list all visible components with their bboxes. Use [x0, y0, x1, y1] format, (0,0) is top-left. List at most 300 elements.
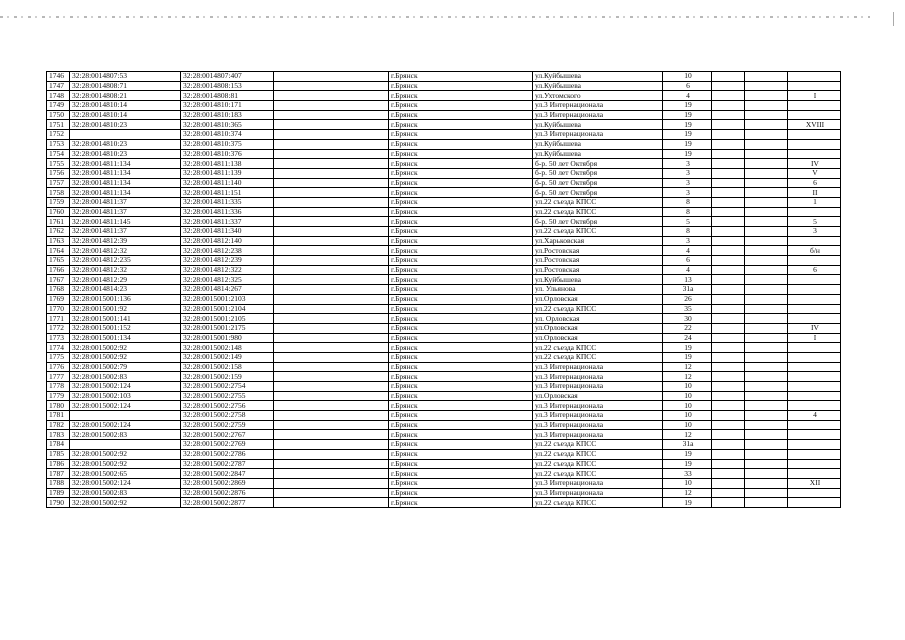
cell-house-number: 3	[663, 188, 712, 198]
cell-row-number: 1760	[47, 207, 70, 217]
cell-extra-field	[274, 343, 389, 353]
cell-cadastral-number: 32:28:0014812:325	[181, 275, 274, 285]
cell-row-number: 1777	[47, 372, 70, 382]
cell-street: б-р. 50 лет Октября	[533, 159, 663, 169]
cell-building	[712, 178, 745, 188]
cell-cadastral-number: 32:28:0015002:2847	[181, 469, 274, 479]
table-row	[47, 159, 841, 169]
cell-city: г.Брянск	[389, 382, 533, 392]
cell-letter	[745, 314, 788, 324]
cell-row-number: 1769	[47, 294, 70, 304]
table-row	[47, 382, 841, 392]
cell-city: г.Брянск	[389, 478, 533, 488]
cell-cadastral-block: 32:28:0015001:92	[70, 304, 181, 314]
cell-house-number: 4	[663, 91, 712, 101]
cell-house-number: 19	[663, 139, 712, 149]
cell-cadastral-number: 32:28:0014812:140	[181, 236, 274, 246]
cell-cadastral-number: 32:28:0015001:2104	[181, 304, 274, 314]
cell-city: г.Брянск	[389, 72, 533, 82]
cell-cadastral-block: 32:28:0015002:92	[70, 352, 181, 362]
table-row	[47, 488, 841, 498]
cell-cadastral-block: 32:28:0015002:92	[70, 449, 181, 459]
cell-building	[712, 246, 745, 256]
table-row	[47, 81, 841, 91]
registry-rows	[47, 72, 841, 508]
cell-cadastral-block: 32:28:0014810:23	[70, 120, 181, 130]
cell-city: г.Брянск	[389, 236, 533, 246]
scan-artifact-mark	[893, 12, 894, 26]
cell-extra-field	[274, 265, 389, 275]
cell-city: г.Брянск	[389, 81, 533, 91]
cell-building	[712, 488, 745, 498]
cell-building	[712, 227, 745, 237]
cell-building	[712, 343, 745, 353]
cell-extra-field	[274, 207, 389, 217]
cell-city: г.Брянск	[389, 430, 533, 440]
cell-row-number: 1764	[47, 246, 70, 256]
cell-extra-field	[274, 323, 389, 333]
cell-building	[712, 207, 745, 217]
cell-building	[712, 469, 745, 479]
cell-extra-field	[274, 217, 389, 227]
cell-row-number: 1765	[47, 256, 70, 266]
cell-premises	[788, 130, 841, 140]
cell-street: ул.3 Интернационала	[533, 362, 663, 372]
cell-letter	[745, 285, 788, 295]
table-row	[47, 178, 841, 188]
table-row	[47, 256, 841, 266]
cell-extra-field	[274, 188, 389, 198]
table-row	[47, 449, 841, 459]
cell-city: г.Брянск	[389, 178, 533, 188]
cell-street: ул.Куйбышева	[533, 72, 663, 82]
cell-premises	[788, 285, 841, 295]
cell-street: ул.Куйбышева	[533, 120, 663, 130]
cell-building	[712, 478, 745, 488]
cell-house-number: 4	[663, 265, 712, 275]
cell-row-number: 1750	[47, 110, 70, 120]
cell-street: ул.3 Интернационала	[533, 101, 663, 111]
table-row	[47, 110, 841, 120]
cell-house-number: 22	[663, 323, 712, 333]
cell-building	[712, 430, 745, 440]
cell-house-number: 33	[663, 469, 712, 479]
cell-building	[712, 72, 745, 82]
cell-street: ул.3 Интернационала	[533, 130, 663, 140]
cell-house-number: 26	[663, 294, 712, 304]
cell-cadastral-block: 32:28:0014808:21	[70, 91, 181, 101]
cell-city: г.Брянск	[389, 420, 533, 430]
table-row	[47, 275, 841, 285]
cell-extra-field	[274, 120, 389, 130]
cell-extra-field	[274, 197, 389, 207]
cell-cadastral-block: 32:28:0015002:124	[70, 478, 181, 488]
cell-city: г.Брянск	[389, 207, 533, 217]
cell-premises: V	[788, 168, 841, 178]
cell-letter	[745, 139, 788, 149]
table-row	[47, 440, 841, 450]
cell-premises: 1	[788, 197, 841, 207]
cell-street: ул.22 съезда КПСС	[533, 304, 663, 314]
cell-letter	[745, 430, 788, 440]
cell-house-number: 19	[663, 352, 712, 362]
cell-building	[712, 81, 745, 91]
cell-building	[712, 110, 745, 120]
cell-letter	[745, 149, 788, 159]
cell-cadastral-block: 32:28:0015002:124	[70, 420, 181, 430]
cell-letter	[745, 72, 788, 82]
cell-street: ул.Ростовская	[533, 246, 663, 256]
cell-letter	[745, 411, 788, 421]
cell-letter	[745, 391, 788, 401]
cell-house-number: 12	[663, 362, 712, 372]
cell-row-number: 1773	[47, 333, 70, 343]
cell-house-number: 8	[663, 197, 712, 207]
cell-city: г.Брянск	[389, 372, 533, 382]
cell-letter	[745, 120, 788, 130]
cell-letter	[745, 159, 788, 169]
table-row	[47, 401, 841, 411]
table-row	[47, 411, 841, 421]
cell-cadastral-block	[70, 440, 181, 450]
table-row	[47, 430, 841, 440]
cell-row-number: 1774	[47, 343, 70, 353]
cell-building	[712, 217, 745, 227]
cell-city: г.Брянск	[389, 469, 533, 479]
cell-building	[712, 459, 745, 469]
cell-cadastral-block: 32:28:0015001:136	[70, 294, 181, 304]
cell-extra-field	[274, 159, 389, 169]
table-row	[47, 130, 841, 140]
cell-premises: IV	[788, 323, 841, 333]
cell-city: г.Брянск	[389, 130, 533, 140]
cell-building	[712, 333, 745, 343]
cell-premises	[788, 372, 841, 382]
cell-cadastral-number: 32:28:0014812:322	[181, 265, 274, 275]
cell-letter	[745, 275, 788, 285]
cell-row-number: 1790	[47, 498, 70, 508]
cell-row-number: 1779	[47, 391, 70, 401]
cell-extra-field	[274, 391, 389, 401]
cell-letter	[745, 130, 788, 140]
scan-artifact-top	[0, 16, 870, 18]
cell-letter	[745, 440, 788, 450]
cell-premises	[788, 362, 841, 372]
cell-street: ул.3 Интернационала	[533, 372, 663, 382]
cell-row-number: 1768	[47, 285, 70, 295]
cell-premises	[788, 149, 841, 159]
cell-cadastral-number: 32:28:0014811:337	[181, 217, 274, 227]
cell-cadastral-block: 32:28:0014810:23	[70, 149, 181, 159]
table-row	[47, 469, 841, 479]
cell-premises	[788, 469, 841, 479]
table-row	[47, 207, 841, 217]
table-row	[47, 362, 841, 372]
cell-city: г.Брянск	[389, 449, 533, 459]
cell-cadastral-block: 32:28:0014810:14	[70, 110, 181, 120]
cell-cadastral-number: 32:28:0014811:336	[181, 207, 274, 217]
cell-building	[712, 449, 745, 459]
cell-cadastral-block: 32:28:0014811:134	[70, 178, 181, 188]
cell-cadastral-number: 32:28:0015002:158	[181, 362, 274, 372]
cell-premises: 4	[788, 411, 841, 421]
cell-house-number: 30	[663, 314, 712, 324]
cell-building	[712, 382, 745, 392]
cell-building	[712, 411, 745, 421]
cell-street: ул.Ухтомского	[533, 91, 663, 101]
cell-building	[712, 401, 745, 411]
cell-cadastral-number: 32:28:0015002:159	[181, 372, 274, 382]
cell-extra-field	[274, 333, 389, 343]
cell-letter	[745, 256, 788, 266]
cell-house-number: 12	[663, 372, 712, 382]
cell-cadastral-number: 32:28:0014810:375	[181, 139, 274, 149]
cell-street: ул.Ростовская	[533, 265, 663, 275]
cell-city: г.Брянск	[389, 91, 533, 101]
cell-premises	[788, 236, 841, 246]
cell-house-number: 19	[663, 101, 712, 111]
cell-cadastral-block: 32:28:0015002:92	[70, 343, 181, 353]
cell-cadastral-block: 32:28:0014811:37	[70, 227, 181, 237]
cell-house-number: 35	[663, 304, 712, 314]
cell-street: ул.Харьковская	[533, 236, 663, 246]
cell-letter	[745, 343, 788, 353]
cell-cadastral-number: 32:28:0014814:267	[181, 285, 274, 295]
cell-extra-field	[274, 362, 389, 372]
cell-premises: 5	[788, 217, 841, 227]
table-row	[47, 149, 841, 159]
cell-street: ул. Ульянова	[533, 285, 663, 295]
cell-building	[712, 294, 745, 304]
cell-city: г.Брянск	[389, 256, 533, 266]
cell-street: ул.22 съезда КПСС	[533, 352, 663, 362]
cell-cadastral-number: 32:28:0014810:365	[181, 120, 274, 130]
cell-extra-field	[274, 168, 389, 178]
cell-extra-field	[274, 411, 389, 421]
cell-row-number: 1762	[47, 227, 70, 237]
cell-extra-field	[274, 478, 389, 488]
cell-letter	[745, 352, 788, 362]
cell-house-number: 13	[663, 275, 712, 285]
cell-building	[712, 420, 745, 430]
cell-building	[712, 120, 745, 130]
cell-cadastral-block: 32:28:0014807:53	[70, 72, 181, 82]
cell-house-number: 12	[663, 430, 712, 440]
cell-street: ул.3 Интернационала	[533, 382, 663, 392]
cell-premises	[788, 139, 841, 149]
cell-premises: I	[788, 333, 841, 343]
cell-letter	[745, 168, 788, 178]
cell-row-number: 1788	[47, 478, 70, 488]
cell-extra-field	[274, 72, 389, 82]
cell-street: б-р. 50 лет Октября	[533, 168, 663, 178]
cell-letter	[745, 188, 788, 198]
cell-city: г.Брянск	[389, 246, 533, 256]
cell-building	[712, 159, 745, 169]
cell-street: ул.3 Интернационала	[533, 420, 663, 430]
cell-cadastral-number: 32:28:0015002:2755	[181, 391, 274, 401]
cell-building	[712, 362, 745, 372]
cell-premises: II	[788, 188, 841, 198]
table-row	[47, 420, 841, 430]
cell-cadastral-block: 32:28:0015002:92	[70, 459, 181, 469]
cell-house-number: 5	[663, 217, 712, 227]
cell-cadastral-number: 32:28:0014812:238	[181, 246, 274, 256]
cell-cadastral-number: 32:28:0015002:2759	[181, 420, 274, 430]
cell-cadastral-number: 32:28:0014810:374	[181, 130, 274, 140]
cell-premises: XII	[788, 478, 841, 488]
table-row	[47, 265, 841, 275]
cell-cadastral-block: 32:28:0015001:152	[70, 323, 181, 333]
cell-city: г.Брянск	[389, 285, 533, 295]
cell-cadastral-number: 32:28:0015002:2876	[181, 488, 274, 498]
cell-city: г.Брянск	[389, 401, 533, 411]
cell-cadastral-block: 32:28:0015002:92	[70, 498, 181, 508]
cell-row-number: 1752	[47, 130, 70, 140]
cell-city: г.Брянск	[389, 294, 533, 304]
cell-extra-field	[274, 285, 389, 295]
cell-city: г.Брянск	[389, 159, 533, 169]
cell-cadastral-number: 32:28:0015002:149	[181, 352, 274, 362]
cell-cadastral-number: 32:28:0014808:153	[181, 81, 274, 91]
cell-city: г.Брянск	[389, 352, 533, 362]
cell-house-number: 31а	[663, 285, 712, 295]
cell-letter	[745, 449, 788, 459]
cell-letter	[745, 469, 788, 479]
cell-street: ул.Орловская	[533, 333, 663, 343]
cell-premises	[788, 207, 841, 217]
cell-cadastral-block: 32:28:0014810:14	[70, 101, 181, 111]
cell-row-number: 1778	[47, 382, 70, 392]
cell-letter	[745, 382, 788, 392]
cell-city: г.Брянск	[389, 343, 533, 353]
cell-extra-field	[274, 372, 389, 382]
cell-cadastral-block: 32:28:0015001:141	[70, 314, 181, 324]
cell-extra-field	[274, 101, 389, 111]
table-row	[47, 168, 841, 178]
cell-house-number: 19	[663, 130, 712, 140]
cell-letter	[745, 362, 788, 372]
cell-city: г.Брянск	[389, 333, 533, 343]
table-row	[47, 391, 841, 401]
cell-row-number: 1785	[47, 449, 70, 459]
cell-house-number: 10	[663, 391, 712, 401]
cell-cadastral-number: 32:28:0015002:2756	[181, 401, 274, 411]
cell-extra-field	[274, 314, 389, 324]
cell-premises	[788, 401, 841, 411]
cell-extra-field	[274, 469, 389, 479]
cell-letter	[745, 246, 788, 256]
cell-letter	[745, 197, 788, 207]
cell-house-number: 6	[663, 256, 712, 266]
cell-premises	[788, 81, 841, 91]
cell-cadastral-number: 32:28:0015002:2769	[181, 440, 274, 450]
cell-building	[712, 101, 745, 111]
cell-cadastral-number: 32:28:0015001:980	[181, 333, 274, 343]
cell-letter	[745, 178, 788, 188]
cell-letter	[745, 478, 788, 488]
cell-letter	[745, 488, 788, 498]
cell-premises	[788, 382, 841, 392]
table-row	[47, 498, 841, 508]
registry-table	[46, 71, 841, 508]
cell-cadastral-number: 32:28:0015002:2869	[181, 478, 274, 488]
cell-city: г.Брянск	[389, 391, 533, 401]
cell-house-number: 19	[663, 120, 712, 130]
cell-cadastral-block: 32:28:0014811:134	[70, 159, 181, 169]
cell-extra-field	[274, 227, 389, 237]
cell-street: ул.22 съезда КПСС	[533, 449, 663, 459]
table-row	[47, 101, 841, 111]
cell-house-number: 6	[663, 81, 712, 91]
cell-premises	[788, 440, 841, 450]
cell-premises	[788, 420, 841, 430]
cell-letter	[745, 333, 788, 343]
cell-street: ул.Куйбышева	[533, 139, 663, 149]
cell-extra-field	[274, 294, 389, 304]
cell-cadastral-number: 32:28:0014811:140	[181, 178, 274, 188]
cell-extra-field	[274, 498, 389, 508]
cell-house-number: 8	[663, 207, 712, 217]
cell-row-number: 1753	[47, 139, 70, 149]
cell-house-number: 19	[663, 449, 712, 459]
cell-house-number: 10	[663, 72, 712, 82]
cell-extra-field	[274, 256, 389, 266]
table-row	[47, 343, 841, 353]
cell-building	[712, 265, 745, 275]
cell-letter	[745, 217, 788, 227]
cell-row-number: 1767	[47, 275, 70, 285]
cell-premises	[788, 256, 841, 266]
cell-extra-field	[274, 81, 389, 91]
cell-letter	[745, 420, 788, 430]
cell-house-number: 19	[663, 110, 712, 120]
cell-row-number: 1763	[47, 236, 70, 246]
cell-premises	[788, 294, 841, 304]
table-row	[47, 323, 841, 333]
cell-house-number: 12	[663, 488, 712, 498]
cell-building	[712, 285, 745, 295]
cell-letter	[745, 498, 788, 508]
table-row	[47, 459, 841, 469]
cell-street: ул.22 съезда КПСС	[533, 440, 663, 450]
cell-premises: 6	[788, 178, 841, 188]
table-row	[47, 139, 841, 149]
cell-city: г.Брянск	[389, 101, 533, 111]
cell-row-number: 1784	[47, 440, 70, 450]
cell-letter	[745, 91, 788, 101]
cell-street: б-р. 50 лет Октября	[533, 178, 663, 188]
cell-city: г.Брянск	[389, 188, 533, 198]
cell-street: ул.Орловская	[533, 323, 663, 333]
cell-letter	[745, 294, 788, 304]
cell-city: г.Брянск	[389, 498, 533, 508]
cell-row-number: 1781	[47, 411, 70, 421]
cell-city: г.Брянск	[389, 314, 533, 324]
cell-cadastral-block: 32:28:0014810:23	[70, 139, 181, 149]
cell-row-number: 1775	[47, 352, 70, 362]
table-row	[47, 352, 841, 362]
cell-city: г.Брянск	[389, 265, 533, 275]
cell-city: г.Брянск	[389, 275, 533, 285]
cell-house-number: 10	[663, 478, 712, 488]
table-row	[47, 294, 841, 304]
cell-premises: IV	[788, 159, 841, 169]
cell-row-number: 1759	[47, 197, 70, 207]
cell-building	[712, 130, 745, 140]
cell-street: б-р. 50 лет Октября	[533, 217, 663, 227]
cell-cadastral-number: 32:28:0014812:239	[181, 256, 274, 266]
